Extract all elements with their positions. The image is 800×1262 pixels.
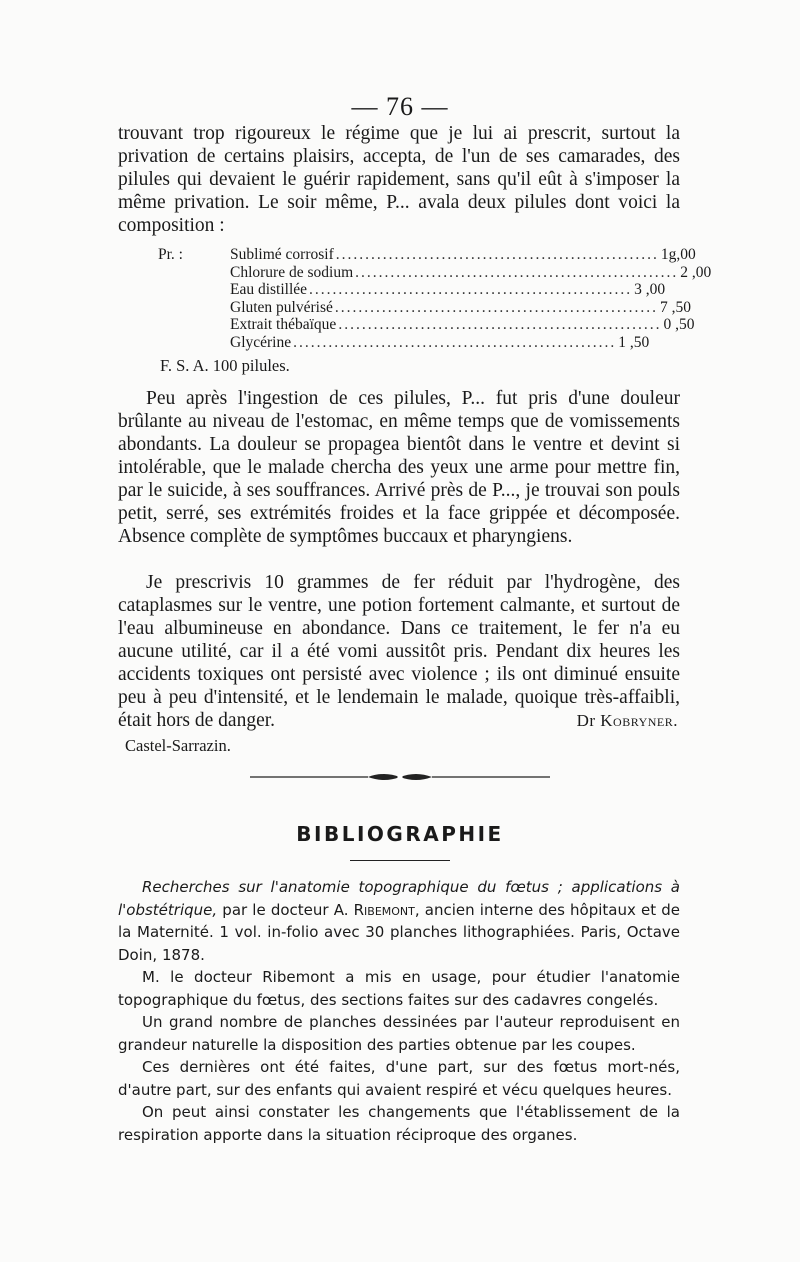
formula-prefix: Pr. : — [158, 246, 183, 263]
review-paragraph: Un grand nombre de planches dessinées par l'auteur reproduisent en grandeur naturelle la disposition des parties obtenue par les coupes. — [118, 1013, 680, 1054]
paragraph-intro: trouvant trop rigoureux le régime que je lui ai prescrit, surtout la privation de certains plaisirs, accepta, de l'un de ses camarades, des pilules qui devaient le guérir rapidement, sans qu'il eût à s'imposer la même privation. Le soir même, P... avala deux pilules dont voici la composition : — [118, 123, 680, 236]
ingredient-name: Eau distillée — [230, 281, 308, 298]
signature-prefix: Dr — [576, 711, 596, 730]
review-paragraph: Ces dernières ont été faites, d'une part, sur des fœtus mort-nés, d'autre part, sur des enfants qui avaient respiré et vécu quelques heures. — [118, 1058, 680, 1099]
page-number: — 76 — — [351, 92, 449, 121]
ornamental-divider — [250, 770, 550, 784]
book-reference — [118, 876, 680, 966]
formula-row — [158, 263, 712, 282]
formula-row — [158, 246, 696, 264]
leader-dots: ....................................................... — [309, 281, 633, 298]
formula-row — [158, 281, 666, 299]
ingredient-quantity: 3 ,00 — [634, 281, 666, 298]
leader-dots: ....................................................... — [334, 298, 659, 316]
author-intro: par le docteur — [217, 900, 334, 919]
heading-rule — [350, 860, 450, 861]
signature-place: Castel-Sarrazin. — [125, 736, 231, 755]
paragraph-treatment: Je prescrivis 10 grammes de fer réduit par l'hydrogène, des cataplasmes sur le ventre, une potion fortement calmante, et surtout de l'eau albumineuse en abondance. Dans ce traitement, le fer n'a eu aucune utilité, car il a été vomi aussitôt pris. Pendant dix heures les accidents toxiques ont persisté avec violence ; ils ont diminué ensuite peu à peu d'intensité, et le lendemain le malade, quoique très-affaibli, était hors de danger. — [118, 572, 680, 731]
signature-name: Kobryner. — [600, 711, 678, 730]
prescription-formula — [158, 246, 712, 351]
formula-instruction: F. S. A. 100 pilules. — [160, 356, 290, 375]
leader-dots: ....................................................... — [338, 316, 662, 333]
leader-dots: ....................................................... — [355, 263, 679, 281]
ingredient-quantity: 1g,00 — [660, 246, 696, 263]
review-paragraph: On peut ainsi constater les changements que l'établissement de la respiration apporte dans la situation réciproque des organes. — [118, 1103, 680, 1144]
book-details: ancien interne des hôpitaux et de la Maternité. 1 vol. in-folio avec 30 planches lithographiées. Paris, Octave Doin, 1878. — [118, 900, 681, 964]
author-signature — [577, 711, 678, 731]
ingredient-quantity: 7 ,50 — [660, 298, 692, 316]
ingredient-quantity: 1 ,50 — [618, 333, 650, 351]
ingredient-name: Extrait thébaïque — [230, 316, 337, 333]
ingredient-name: Glycérine — [230, 333, 292, 351]
ingredient-name: Chlorure de sodium — [230, 263, 354, 281]
book-title: Recherches sur l'anatomie topographique du fœtus ; applications à l'obstétrique, — [118, 878, 680, 919]
bibliography-review — [118, 876, 680, 1146]
book-author: A. Ribemont, — [333, 900, 420, 919]
ingredient-quantity: 2 ,00 — [680, 263, 712, 281]
review-paragraph: M. le docteur Ribemont a mis en usage, pour étudier l'anatomie topographique du fœtus, des sections faites sur des cadavres congelés. — [118, 968, 680, 1009]
leader-dots: ....................................................... — [335, 246, 659, 263]
paragraph-symptoms: Peu après l'ingestion de ces pilules, P... fut pris d'une douleur brûlante au niveau de l'estomac, en même temps que de vomissements abondants. La douleur se propagea bientôt dans le ventre et devint si intolérable, que le malade chercha des yeux une arme pour mettre fin, par le suicide, à ses souffrances. Arrivé près de P..., je trouvai son pouls petit, serré, ses extrémités froides et la face grippée et décomposée. Absence complète de symptômes buccaux et pharyngiens. — [118, 388, 680, 547]
formula-row — [158, 298, 692, 317]
formula-row — [158, 333, 650, 352]
ingredient-name: Gluten pulvérisé — [230, 298, 333, 316]
formula-row — [158, 316, 695, 334]
section-heading: BIBLIOGRAPHIE — [296, 822, 504, 846]
leader-dots: ....................................................... — [293, 333, 617, 351]
ingredient-quantity: 0 ,50 — [663, 316, 695, 333]
ingredient-name: Sublimé corrosif — [230, 246, 334, 263]
